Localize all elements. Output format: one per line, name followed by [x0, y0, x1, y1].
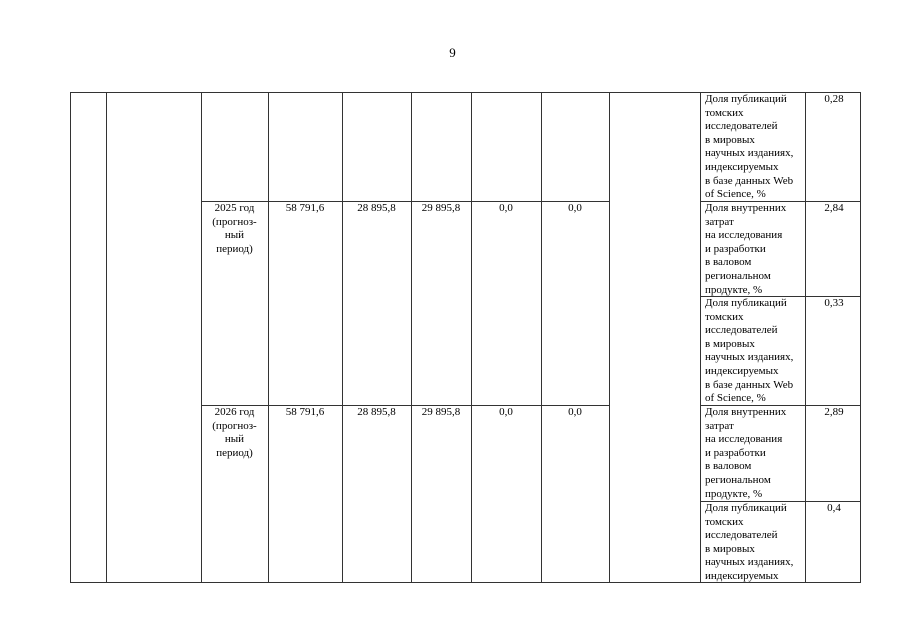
value-2026-1: 28 895,8	[357, 406, 396, 418]
indicator-value: 2,84	[824, 202, 844, 214]
indicator-value: 0,33	[824, 297, 844, 309]
value-2025-2: 29 895,8	[421, 202, 461, 214]
col-line-2	[201, 92, 202, 583]
indicator-name: Доля публикаций томских исследователей в мировых научных изданиях, индексируемых	[705, 502, 794, 582]
value-2026-2: 29 895,8	[421, 406, 461, 418]
total-2026: 58 791,6	[285, 406, 325, 418]
col-line-9	[700, 92, 701, 583]
period-2026: 2026 год (прогноз- ный период)	[212, 406, 257, 459]
indicator-name: Доля публикаций томских исследователей в мировых научных изданиях, индексируемых в базе данных Web of Science, %	[705, 93, 794, 201]
col-line-6	[471, 92, 472, 583]
col-line-0	[70, 92, 71, 583]
col-line-4	[342, 92, 343, 583]
col-line-7	[541, 92, 542, 583]
indicator-name: Доля публикаций томских исследователей в мировых научных изданиях, индексируемых в базе данных Web of Science, %	[705, 297, 794, 405]
page-number: 9	[449, 45, 456, 60]
indicator-name: Доля внутренних затрат на исследования и разработки в валовом региональном продукте, %	[705, 406, 787, 500]
indicator-value: 0,4	[827, 502, 841, 514]
value-2026-4: 0,0	[568, 406, 582, 418]
col-line-10	[805, 92, 806, 583]
indicator-name: Доля внутренних затрат на исследования и разработки в валовом региональном продукте, %	[705, 202, 787, 296]
period-2025: 2025 год (прогноз- ный период)	[212, 202, 257, 255]
indicator-value: 0,28	[824, 93, 844, 105]
total-2025: 58 791,6	[285, 202, 325, 214]
value-2025-4: 0,0	[568, 202, 582, 214]
value-2025-3: 0,0	[499, 202, 513, 214]
col-line-5	[411, 92, 412, 583]
value-2026-3: 0,0	[499, 406, 513, 418]
value-2025-1: 28 895,8	[357, 202, 396, 214]
indicator-value: 2,89	[824, 406, 844, 418]
col-line-1	[106, 92, 107, 583]
col-line-8	[609, 92, 610, 583]
col-line-3	[268, 92, 269, 583]
